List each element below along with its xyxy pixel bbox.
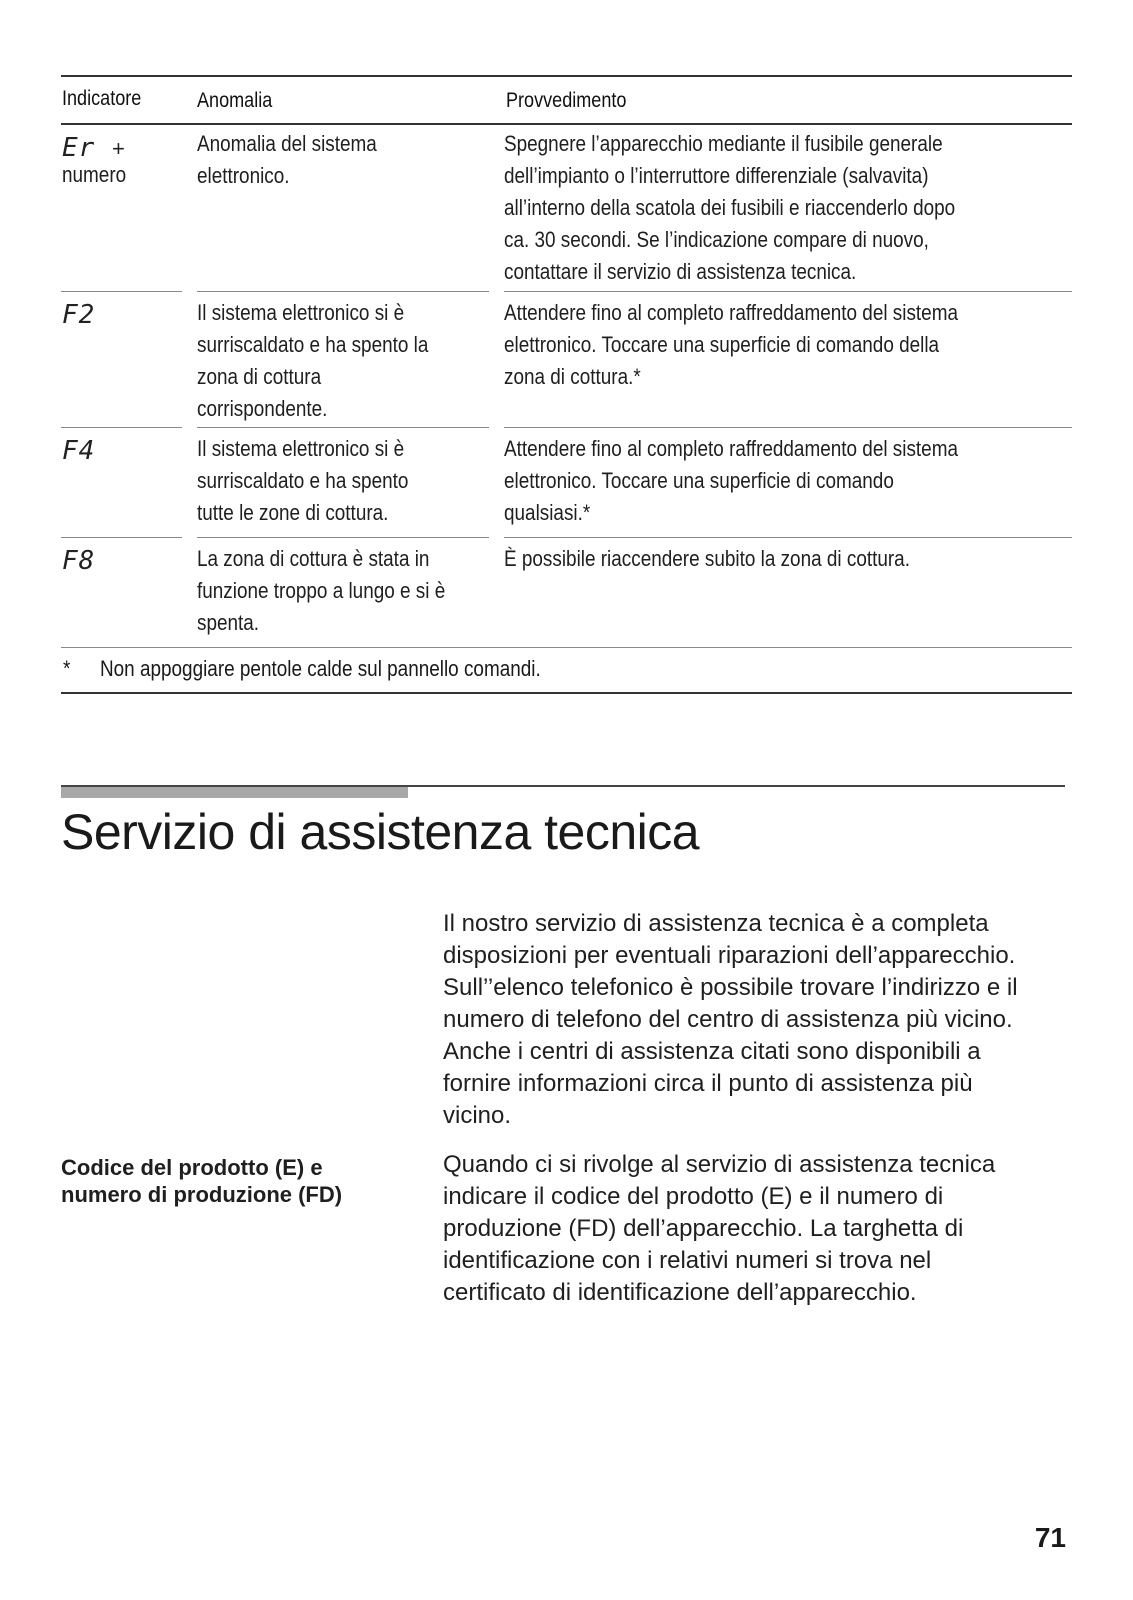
header-indicator: Indicatore <box>62 87 142 110</box>
section-accent-bar <box>61 787 408 798</box>
anomaly-text: Anomalia del sistema elettronico. <box>197 131 377 188</box>
display-code-f2: F2 <box>62 300 96 330</box>
detail-paragraph: Quando ci si rivolge al servizio di assistenza tecnica indicare il codice del prodotto (E) e il numero di produzione (FD) dell’apparecchio. La targhetta di identificazione con i relativi numeri si trova nel certificato di identificazione dell’apparecchio. <box>443 1151 996 1306</box>
anomaly-text: Il sistema elettronico si è surriscaldato e ha spento tutte le zone di cottura. <box>197 436 409 525</box>
anomaly-text: Il sistema elettronico si è surriscaldato e ha spento la zona di cottura corrispondente. <box>197 300 429 421</box>
remedy-text: Spegnere l’apparecchio mediante il fusibile generale dell’impianto o l’interruttore differenziale (salvavita) all’interno della scatola dei fusibili e riaccenderlo dopo ca. 30 secondi. Se l’indicazione compare di nuovo, contattare il servizio di assistenza tecnica. <box>504 131 956 284</box>
display-code-f8: F8 <box>62 546 96 576</box>
table-row <box>61 428 1072 538</box>
error-table <box>61 75 1072 681</box>
side-label: Codice del prodotto (E) e numero di produzione (FD) <box>61 1155 343 1207</box>
remedy-text: Attendere fino al completo raffreddamento del sistema elettronico. Toccare una superficie di comando della zona di cottura.* <box>504 300 958 389</box>
anomaly-text: La zona di cottura è stata in funzione troppo a lungo e si è spenta. <box>197 546 446 635</box>
indicator-extra: numero <box>62 162 127 187</box>
table-row <box>61 538 1072 647</box>
display-code-er: Er + <box>62 133 126 163</box>
page-number: 71 <box>1034 1522 1066 1553</box>
table-header <box>61 77 1072 125</box>
section-title: Servizio di assistenza tecnica <box>61 804 700 860</box>
footnote-mark: * <box>63 656 71 681</box>
table-row <box>61 125 1072 292</box>
header-remedy: Provvedimento <box>506 89 627 112</box>
table-footnote <box>61 647 1072 694</box>
remedy-text: Attendere fino al completo raffreddamento del sistema elettronico. Toccare una superficie di comando qualsiasi.* <box>504 436 958 525</box>
display-code-f4: F4 <box>62 436 96 466</box>
intro-paragraph: Il nostro servizio di assistenza tecnica è a completa disposizioni per eventuali riparazioni dell’apparecchio. Sull’’elenco telefonico è possibile trovare l’indirizzo e il numero di telefono del centro di assistenza più vicino. Anche i centri di assistenza citati sono disponibili a fornire informazioni circa il punto di assistenza più vicino. <box>443 910 1018 1129</box>
footnote-text: Non appoggiare pentole calde sul pannello comandi. <box>100 656 541 681</box>
header-anomaly: Anomalia <box>197 89 273 112</box>
table-row <box>61 292 1072 428</box>
remedy-text: È possibile riaccendere subito la zona di cottura. <box>504 546 910 571</box>
